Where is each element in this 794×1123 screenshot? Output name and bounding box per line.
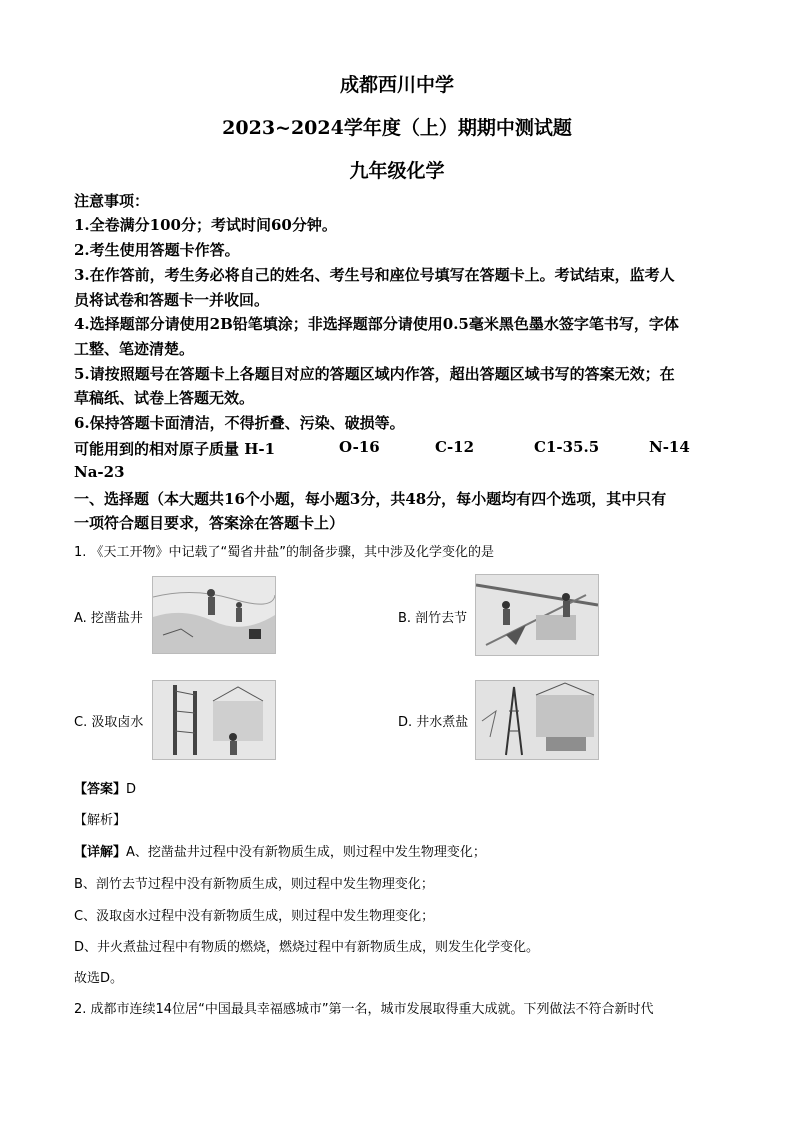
mass-chlorine: C1-35.5 xyxy=(534,438,600,456)
section-line: 一、选择题（本大题共16个小题，每小题3分，共48分，每小题均有四个选项，其中只有 xyxy=(74,490,667,508)
note-line: 6.保持答题卡面清洁，不得折叠、污染、破损等。 xyxy=(74,414,405,432)
answer-row xyxy=(74,778,136,797)
answer-value: D xyxy=(126,782,137,797)
exam-term: 2023~2024学年度（上）期期中测试题 xyxy=(222,117,572,139)
answer-tag: 【答案】 xyxy=(74,782,127,797)
option-a-label: A. 挖凿盐井 xyxy=(74,611,143,626)
detail-line: C、汲取卤水过程中没有新物质生成，则过程中发生物理变化； xyxy=(74,909,435,924)
school-name: 成都西川中学 xyxy=(339,74,454,96)
note-line: 1.全卷满分100分；考试时间60分钟。 xyxy=(74,216,337,234)
atomic-mass-label: 可能用到的相对原子质量 H-1 xyxy=(74,440,276,458)
mass-oxygen: O-16 xyxy=(339,438,380,456)
note-line: 5.请按照题号在答题卡上各题目对应的答题区域内作答，超出答题区域书写的答案无效；在 xyxy=(74,365,675,383)
option-b-label: B. 剖竹去节 xyxy=(398,611,468,626)
question-stem: 2. 成都市连续14位居“中国最具幸福感城市”第一名，城市发展取得重大成就。下列做法不符合新时代 xyxy=(74,1002,654,1017)
detail-line: B、剖竹去节过程中没有新物质生成，则过程中发生物理变化； xyxy=(74,877,434,892)
detail-line: D、井火煮盐过程中有物质的燃烧，燃烧过程中有新物质生成，则发生化学变化。 xyxy=(74,940,540,955)
mass-carbon: C-12 xyxy=(435,438,475,456)
question-stem: 1. 《天工开物》中记载了“蜀省井盐”的制备步骤，其中涉及化学变化的是 xyxy=(74,545,495,560)
note-line: 2.考生使用答题卡作答。 xyxy=(74,241,240,259)
option-b-picture xyxy=(475,574,599,656)
detail-line: 故选D。 xyxy=(74,971,124,986)
note-line: 草稿纸、试卷上答题无效。 xyxy=(74,389,255,407)
note-line: 工整、笔迹清楚。 xyxy=(74,340,195,358)
detail-tag: 【详解】 xyxy=(74,845,127,860)
mass-nitrogen: N-14 xyxy=(649,438,690,456)
option-a-picture xyxy=(152,576,276,654)
detail-row xyxy=(74,841,486,860)
analysis-tag: 【解析】 xyxy=(74,813,127,828)
notes-heading: 注意事项： xyxy=(74,192,150,210)
note-line: 员将试卷和答题卡一并收回。 xyxy=(74,291,270,309)
exam-subject: 九年级化学 xyxy=(349,160,445,182)
option-d-picture xyxy=(475,680,599,760)
option-c-picture xyxy=(152,680,276,760)
mass-sodium: Na-23 xyxy=(74,463,125,481)
note-line: 4.选择题部分请使用2B铅笔填涂；非选择题部分请使用0.5毫米黑色墨水签字笔书写，字体 xyxy=(74,315,679,333)
note-line: 3.在作答前，考生务必将自己的姓名、考生号和座位号填写在答题卡上。考试结束，监考人 xyxy=(74,266,675,284)
section-line: 一项符合题目要求，答案涂在答题卡上） xyxy=(74,514,345,532)
option-c-label: C. 汲取卤水 xyxy=(74,715,144,730)
detail-text: A、挖凿盐井过程中没有新物质生成，则过程中发生物理变化； xyxy=(126,845,486,860)
option-d-label: D. 井水煮盐 xyxy=(398,715,469,730)
